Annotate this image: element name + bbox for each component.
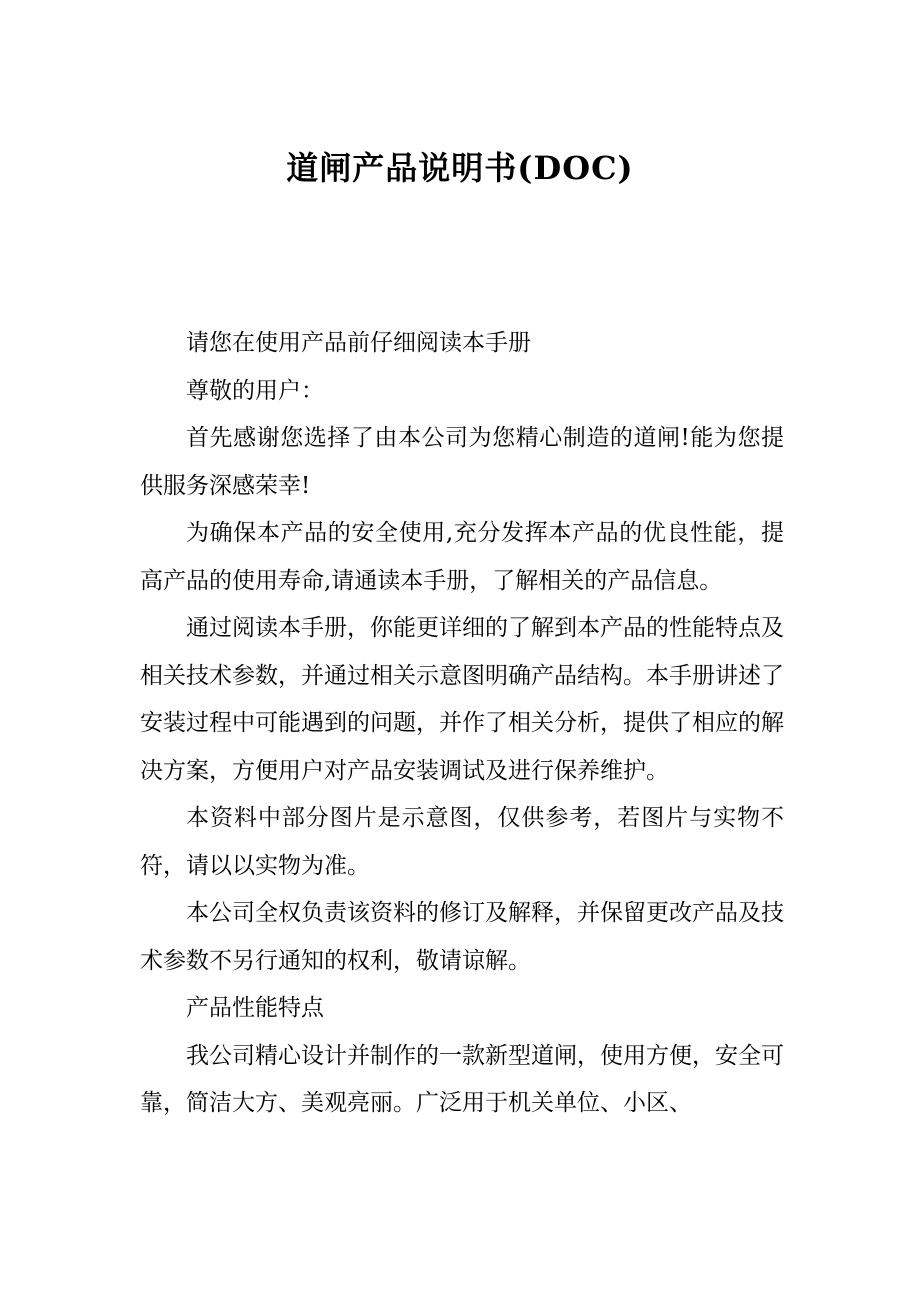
document-title: 道闸产品说明书(DOC) [286,149,634,187]
paragraph-features: 我公司精心设计并制作的一款新型道闸，使用方便，安全可靠，简洁大方、美观亮丽。广泛用于机关单位、小区、 [140,1042,784,1116]
paragraph-thanks: 首先感谢您选择了由本公司为您精心制造的道闸!能为您提供服务深感荣幸! [140,425,784,499]
document-body [140,320,784,1128]
greeting-line: 尊敬的用户： [186,377,324,404]
paragraph-rights: 本公司全权负责该资料的修订及解释，并保留更改产品及技术参数不另行通知的权利，敬请谅解。 [140,900,784,974]
paragraph-safety: 为确保本产品的安全使用,充分发挥本产品的优良性能，提高产品的使用寿命,请通读本手册，了解相关的产品信息。 [140,520,784,594]
section-heading-features: 产品性能特点 [186,995,324,1021]
intro-line: 请您在使用产品前仔细阅读本手册 [186,330,531,356]
paragraph-manual-overview: 通过阅读本手册，你能更详细的了解到本产品的性能特点及相关技术参数，并通过相关示意图明确产品结构。本手册讲述了安装过程中可能遇到的问题，并作了相关分析，提供了相应的解决方案，方便用户对产品安装调试及进行保养维护。 [140,615,784,784]
paragraph-image-disclaimer: 本资料中部分图片是示意图，仅供参考，若图片与实物不符，请以以实物为准。 [140,805,784,879]
